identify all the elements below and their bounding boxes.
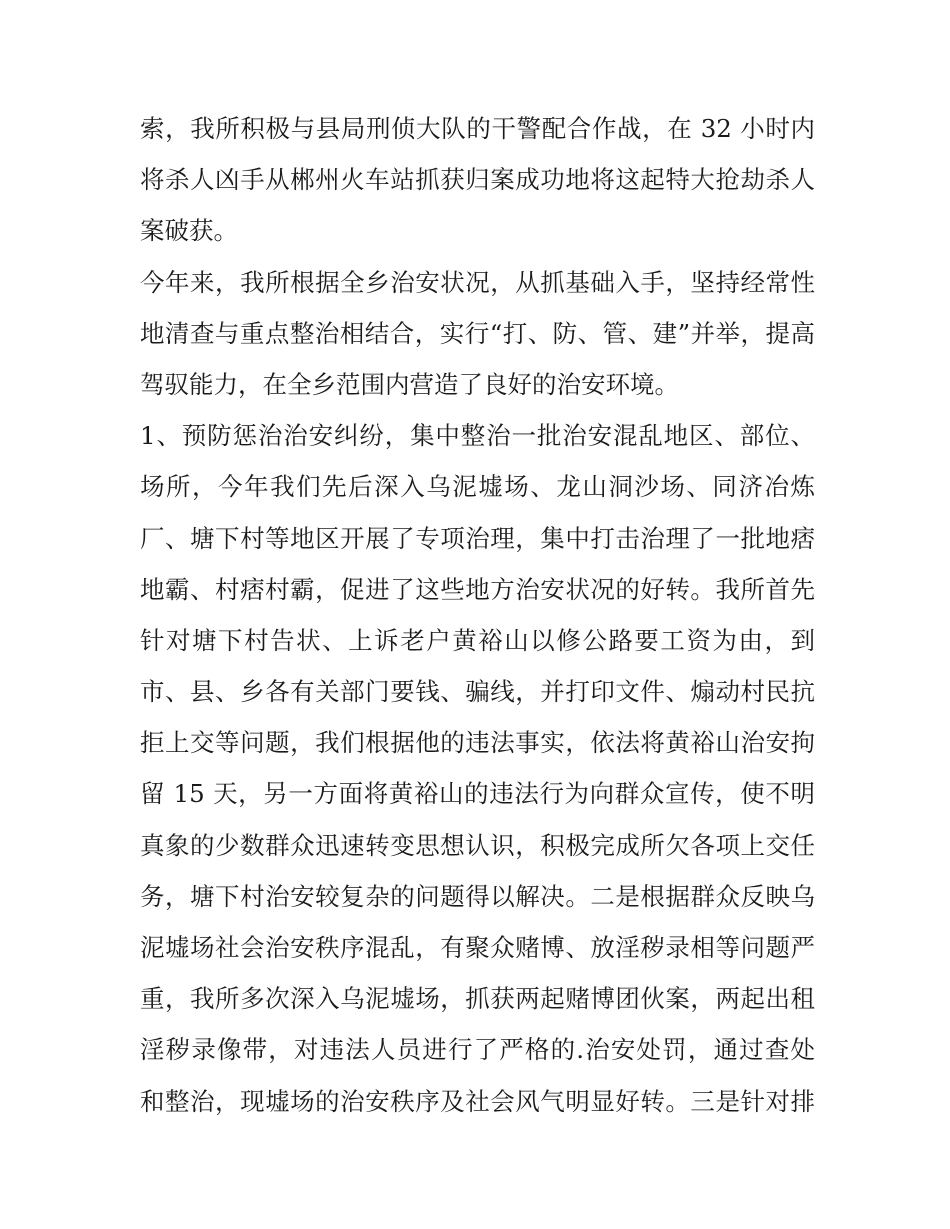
text-line: 重，我所多次深入乌泥墟场，抓获两起赌博团伙案，两起出租 xyxy=(140,984,815,1014)
text-line: 将杀人凶手从郴州火车站抓获归案成功地将这起特大抢劫杀人 xyxy=(140,165,815,195)
text-line: 拒上交等问题，我们根据他的违法事实，依法将黄裕山治安拘 xyxy=(140,728,815,758)
text-line: 真象的少数群众迅速转变思想认识，积极完成所欠各项上交任 xyxy=(140,830,815,860)
text-line: 场所，今年我们先后深入乌泥墟场、龙山洞沙场、同济冶炼 xyxy=(140,472,815,502)
text-line: 驾驭能力，在全乡范围内营造了良好的治安环境。 xyxy=(140,369,679,399)
text-line: 和整治，现墟场的治安秩序及社会风气明显好转。三是针对排 xyxy=(140,1086,815,1116)
text-line: 索，我所积极与县局刑侦大队的干警配合作战，在 32 小时内 xyxy=(140,114,815,143)
text-line: 案破获。 xyxy=(140,216,238,246)
text-line: 地清查与重点整治相结合，实行“打、防、管、建”并举，提高 xyxy=(140,318,815,348)
text-line: 今年来，我所根据全乡治安状况，从抓基础入手，坚持经常性 xyxy=(140,267,815,297)
text-line: 厂、塘下村等地区开展了专项治理，集中打击治理了一批地痞 xyxy=(140,523,815,553)
text-line: 地霸、村痞村霸，促进了这些地方治安状况的好转。我所首先 xyxy=(140,574,815,604)
text-line: 留 15 天，另一方面将黄裕山的违法行为向群众宣传，使不明 xyxy=(140,779,815,809)
text-line: 市、县、乡各有关部门要钱、骗线，并打印文件、煽动村民抗 xyxy=(140,677,815,707)
text-line: 淫秽录像带，对违法人员进行了严格的.治安处罚，通过查处 xyxy=(140,1035,815,1065)
text-line: 泥墟场社会治安秩序混乱，有聚众赌博、放淫秽录相等问题严 xyxy=(140,933,815,962)
text-line: 1、预防惩治治安纠纷，集中整治一批治安混乱地区、部位、 xyxy=(140,421,815,451)
text-line: 务，塘下村治安较复杂的问题得以解决。二是根据群众反映乌 xyxy=(140,881,815,911)
document-body xyxy=(140,103,815,1127)
text-line: 针对塘下村告状、上诉老户黄裕山以修公路要工资为由，到 xyxy=(140,625,815,655)
